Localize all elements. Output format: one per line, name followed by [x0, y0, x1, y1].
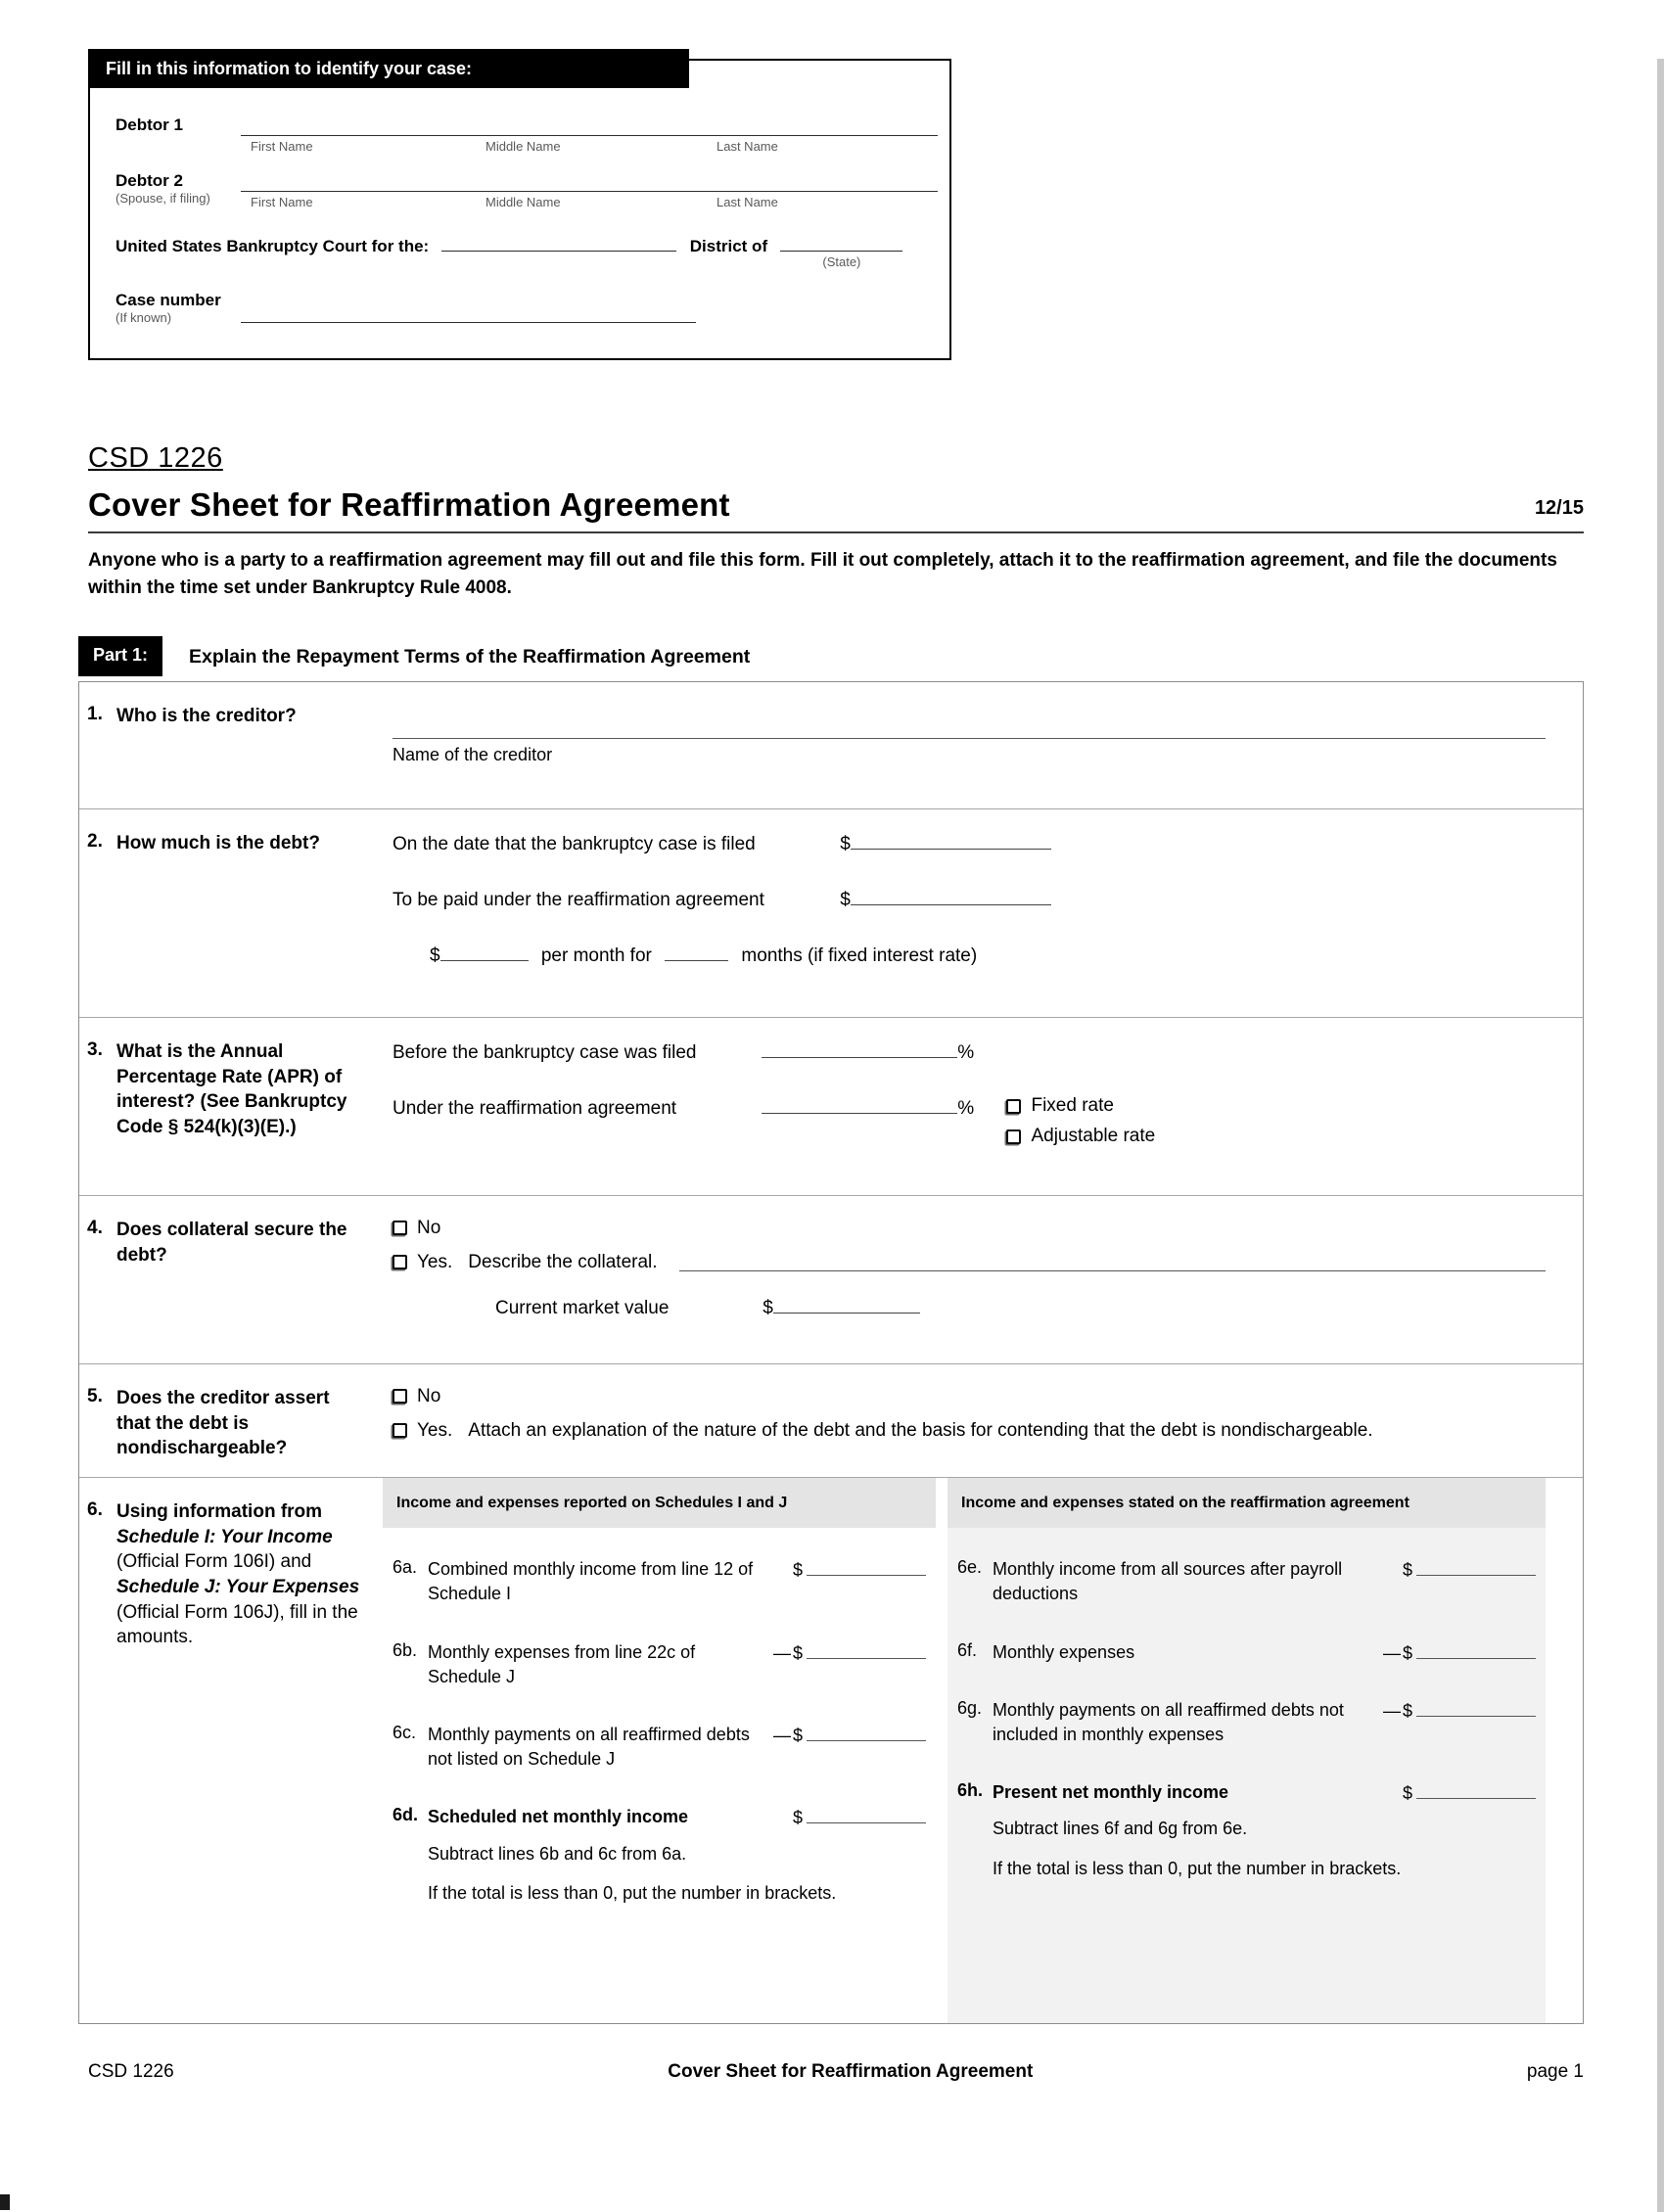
adjustable-rate-checkbox[interactable] — [1006, 1129, 1021, 1144]
minus-sign: — — [1382, 1642, 1401, 1663]
months-count-line[interactable] — [665, 943, 728, 961]
debt-reaffirmed-amount-line[interactable] — [851, 887, 1051, 905]
middle-name-hint: Middle Name — [485, 195, 561, 209]
case-number-line[interactable] — [241, 304, 696, 323]
question-2-row — [79, 809, 1583, 1018]
reaffirmation-column-header: Income and expenses stated on the reaffirmation agreement — [948, 1478, 1546, 1528]
collateral-no-label: No — [417, 1218, 441, 1239]
q4-number: 4. — [87, 1218, 103, 1239]
nondischargeable-yes-label: Yes. — [417, 1420, 453, 1442]
scan-artifact — [0, 2194, 10, 2210]
line-6d-row: 6d. Scheduled net monthly income $ — [393, 1805, 926, 1829]
dollar-sign: $ — [840, 834, 851, 855]
debt-at-filing-amount-line[interactable] — [851, 831, 1051, 850]
fixed-rate-label: Fixed rate — [1031, 1095, 1114, 1117]
q4-question: Does collateral secure the debt? — [116, 1220, 347, 1266]
fixed-rate-checkbox[interactable] — [1006, 1099, 1021, 1114]
market-value-line[interactable] — [773, 1295, 920, 1313]
q6-number: 6. — [87, 1499, 103, 1521]
form-page — [0, 59, 1664, 2212]
form-code: CSD 1226 — [88, 442, 223, 474]
debtor1-row — [116, 115, 938, 154]
part1-label: Part 1: — [78, 636, 162, 676]
percent-sign: % — [957, 1042, 975, 1064]
middle-name-hint: Middle Name — [485, 139, 561, 154]
q5-question: Does the creditor assert that the debt is nondischargeable? — [116, 1388, 330, 1459]
q2-question: How much is the debt? — [116, 833, 320, 854]
line-6d-amount-line[interactable] — [807, 1806, 926, 1823]
q5-number: 5. — [87, 1386, 103, 1407]
apr-under-label: Under the reaffirmation agreement — [393, 1098, 677, 1120]
minus-sign: — — [772, 1726, 791, 1746]
creditor-name-caption: Name of the creditor — [393, 745, 553, 765]
debtor2-row — [116, 171, 938, 209]
line-6h-notes: Subtract lines 6f and 6g from 6e. If the total is less than 0, put the number in brackets. — [993, 1819, 1402, 1878]
q1-question: Who is the creditor? — [116, 706, 297, 727]
question-5-row — [79, 1364, 1583, 1478]
page-footer — [88, 2061, 1584, 2083]
footer-title: Cover Sheet for Reaffirmation Agreement — [668, 2061, 1034, 2083]
collateral-yes-text: Describe the collateral. — [468, 1252, 658, 1273]
title-row — [88, 486, 1584, 524]
collateral-yes-label: Yes. — [417, 1252, 453, 1273]
part1-header — [78, 636, 1584, 676]
page-title: Cover Sheet for Reaffirmation Agreement — [88, 486, 730, 523]
percent-sign: % — [957, 1098, 975, 1120]
debtor1-label: Debtor 1 — [116, 115, 183, 134]
court-label: United States Bankruptcy Court for the: — [116, 237, 430, 255]
schedule-i-title: Schedule I: Your Income — [116, 1526, 333, 1547]
creditor-name-line[interactable] — [393, 729, 1546, 739]
per-month-label: per month for — [540, 945, 652, 967]
q3-question: What is the Annual Percentage Rate (APR) of interest? (See Bankruptcy Code § 524(k)(3)(E).) — [116, 1041, 347, 1138]
state-hint: (State) — [822, 254, 861, 269]
footer-page-number: page 1 — [1526, 2061, 1584, 2083]
line-6g-amount-line[interactable] — [1416, 1699, 1536, 1717]
line-6a-row: 6a. Combined monthly income from line 12 of Schedule I $ — [393, 1557, 926, 1606]
months-label: months (if fixed interest rate) — [741, 945, 978, 967]
dollar-sign: $ — [430, 945, 440, 967]
dollar-sign: $ — [792, 1808, 803, 1828]
line-6b-amount-line[interactable] — [807, 1641, 926, 1659]
market-value-label: Current market value — [495, 1298, 670, 1319]
q1-number: 1. — [87, 704, 103, 725]
dollar-sign: $ — [1402, 1560, 1412, 1581]
debtor2-name-line[interactable] — [241, 171, 938, 192]
collateral-description-line[interactable] — [679, 1252, 1546, 1271]
dollar-sign: $ — [792, 1642, 803, 1663]
line-6e-row: 6e. Monthly income from all sources after payroll deductions $ — [957, 1557, 1536, 1606]
first-name-hint: First Name — [251, 139, 313, 154]
dollar-sign: $ — [763, 1298, 773, 1319]
line-6c-amount-line[interactable] — [807, 1724, 926, 1741]
collateral-no-checkbox[interactable] — [393, 1221, 407, 1235]
first-name-hint: First Name — [251, 195, 313, 209]
form-instructions: Anyone who is a party to a reaffirmation agreement may fill out and file this form. Fill it out completely, attach it to the reaffirmation agreement, and file the documents within the time set under Bankruptcy Rule 4008. — [88, 550, 1557, 598]
line-6e-amount-line[interactable] — [1416, 1558, 1536, 1576]
identify-box-header — [88, 49, 689, 88]
reaffirmation-column — [948, 1478, 1546, 2023]
apr-under-agreement-line[interactable] — [762, 1095, 957, 1114]
q6-question: Using information from Schedule I: Your Income (Official Form 106I) and Schedule J: Your Expenses (Official Form 106J), fill in the amounts. — [116, 1501, 360, 1648]
nondischargeable-no-label: No — [417, 1386, 441, 1407]
q3-number: 3. — [87, 1039, 103, 1061]
nondischargeable-no-checkbox[interactable] — [393, 1389, 407, 1404]
minus-sign: — — [1382, 1700, 1401, 1721]
line-6c-row: 6c. Monthly payments on all reaffirmed debts not listed on Schedule J — $ — [393, 1723, 926, 1772]
question-4-row — [79, 1196, 1583, 1364]
monthly-payment-amount-line[interactable] — [440, 943, 529, 961]
court-row — [116, 233, 938, 269]
case-number-sublabel: (If known) — [116, 310, 172, 325]
line-6b-row: 6b. Monthly expenses from line 22c of Schedule J — $ — [393, 1640, 926, 1689]
district-of-label: District of — [689, 237, 768, 255]
case-number-label: Case number — [116, 291, 221, 309]
case-number-row — [116, 291, 938, 329]
question-3-row — [79, 1018, 1583, 1196]
question-6-row — [79, 1478, 1583, 2023]
minus-sign: — — [772, 1642, 791, 1663]
last-name-hint: Last Name — [716, 139, 778, 154]
scan-edge-shadow — [1657, 59, 1664, 2212]
debtor2-name-sublabels — [241, 192, 938, 209]
adjustable-rate-label: Adjustable rate — [1031, 1126, 1156, 1147]
dollar-sign: $ — [840, 890, 851, 911]
revision-date: 12/15 — [1534, 497, 1584, 519]
apr-before-filing-line[interactable] — [762, 1039, 957, 1058]
debtor1-name-line[interactable] — [241, 115, 938, 136]
nondischargeable-yes-checkbox[interactable] — [393, 1423, 407, 1438]
dollar-sign: $ — [792, 1726, 803, 1746]
line-6a-amount-line[interactable] — [807, 1558, 926, 1576]
dollar-sign: $ — [792, 1560, 803, 1581]
schedule-j-title: Schedule J: Your Expenses — [116, 1577, 360, 1598]
q2-number: 2. — [87, 831, 103, 853]
line-6g-row: 6g. Monthly payments on all reaffirmed debts not included in monthly expenses — $ — [957, 1698, 1536, 1747]
debt-reaffirmed-label: To be paid under the reaffirmation agreement — [393, 890, 764, 911]
nondischargeable-yes-text: Attach an explanation of the nature of the debt and the basis for contending that the debt is nondischargeable. — [468, 1420, 1373, 1442]
line-6h-row: 6h. Present net monthly income $ — [957, 1780, 1536, 1805]
title-divider — [88, 531, 1584, 533]
line-6h-amount-line[interactable] — [1416, 1781, 1536, 1799]
part1-title: Explain the Repayment Terms of the Reaffirmation Agreement — [189, 646, 751, 668]
court-district-line[interactable] — [441, 233, 676, 252]
state-line[interactable] — [780, 233, 902, 252]
identify-box-header-text: Fill in this information to identify your case: — [106, 58, 473, 78]
debt-at-filing-label: On the date that the bankruptcy case is filed — [393, 834, 756, 855]
debtor1-name-sublabels — [241, 136, 938, 154]
part1-table — [78, 681, 1584, 2024]
dollar-sign: $ — [1402, 1700, 1412, 1721]
line-6f-row: 6f. Monthly expenses — $ — [957, 1640, 1536, 1665]
dollar-sign: $ — [1402, 1783, 1412, 1804]
apr-before-label: Before the bankruptcy case was filed — [393, 1042, 697, 1064]
footer-form-code: CSD 1226 — [88, 2061, 174, 2083]
identify-case-box — [88, 59, 951, 360]
schedules-column — [383, 1478, 936, 2023]
debtor2-label: Debtor 2 — [116, 171, 183, 190]
last-name-hint: Last Name — [716, 195, 778, 209]
line-6f-amount-line[interactable] — [1416, 1641, 1536, 1659]
schedules-column-header: Income and expenses reported on Schedules I and J — [383, 1478, 936, 1528]
question-1-row — [79, 682, 1583, 809]
debtor2-sublabel: (Spouse, if filing) — [116, 191, 210, 206]
collateral-yes-checkbox[interactable] — [393, 1255, 407, 1269]
dollar-sign: $ — [1402, 1642, 1412, 1663]
line-6d-notes: Subtract lines 6b and 6c from 6a. If the total is less than 0, put the number in brackets. — [428, 1843, 837, 1903]
